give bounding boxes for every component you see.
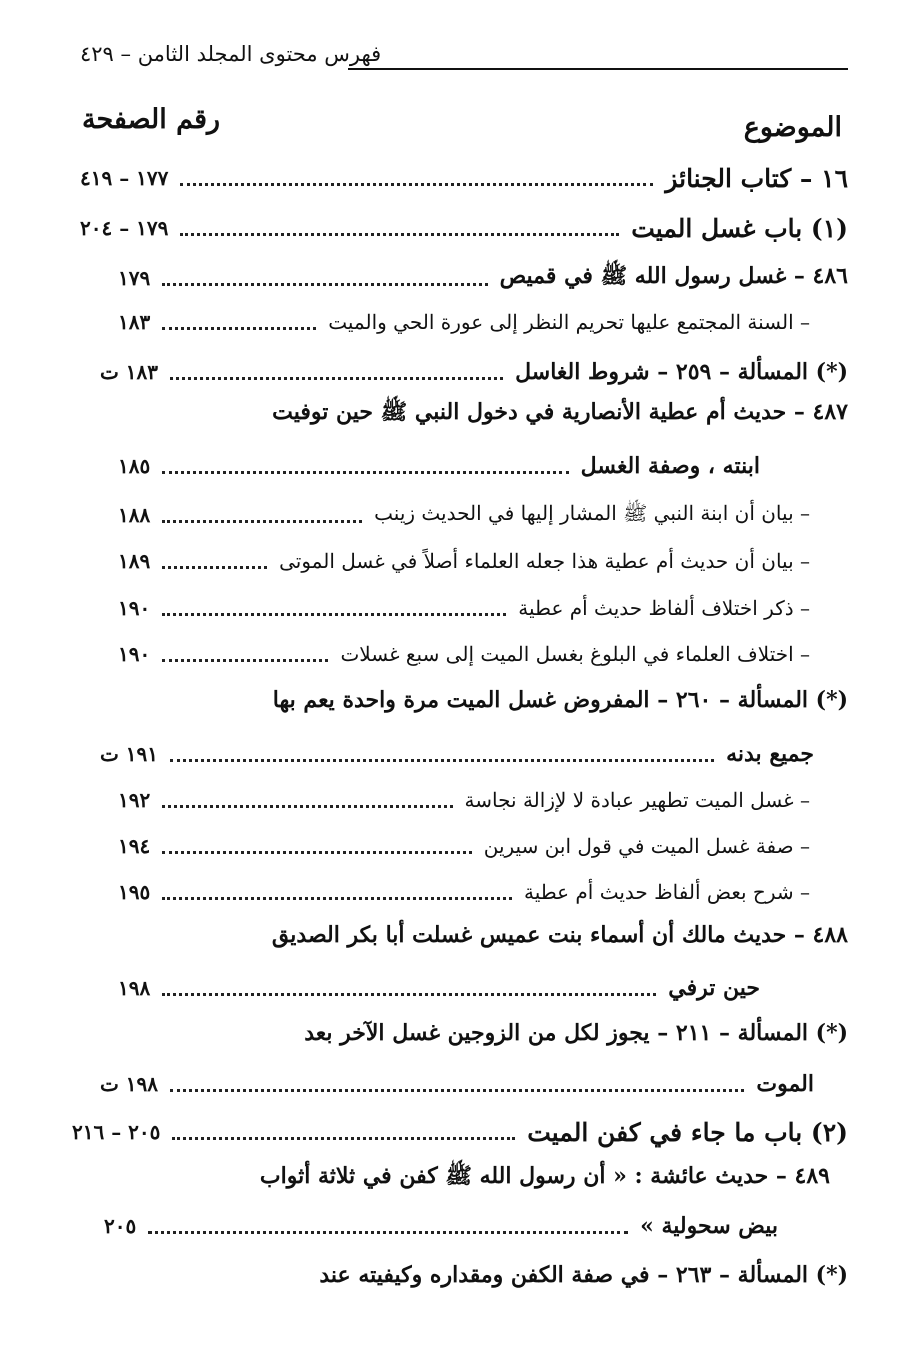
toc-entry [118,826,810,866]
toc-entry [100,352,848,392]
entry-title: – شرح بعض ألفاظ حديث أم عطية [523,880,810,904]
dot-leader [162,993,656,996]
column-heading-page-number: رقم الصفحة [82,104,221,135]
dot-leader [180,183,653,186]
dot-leader [162,613,506,616]
entry-page: ١٩٥ [118,880,151,904]
column-heading-subject: الموضوع [743,112,842,143]
entry-page: ١٧٧ – ٤١٩ [80,166,169,190]
toc-entry [100,734,814,774]
toc-entry [118,446,760,486]
dot-leader [148,1231,628,1234]
entry-page: ١٩٢ [118,788,151,812]
toc-entry [100,1064,814,1104]
entry-title: – غسل الميت تطهير عبادة لا لإزالة نجاسة [464,788,810,812]
dot-leader [162,283,487,286]
entry-title: – اختلاف العلماء في البلوغ بغسل الميت إلى سبع غسلات [340,642,810,666]
entry-page: ٢٠٥ – ٢١٦ [72,1120,161,1144]
entry-page: ١٨٣ [118,310,151,334]
entry-page: ١٩٨ ت [100,1072,159,1096]
dot-leader [162,897,512,900]
toc-entry [80,208,848,248]
toc-entry [118,495,810,535]
toc-entry [118,541,810,581]
dot-leader [170,377,503,380]
entry-page: ١٨٣ ت [100,360,159,384]
dot-leader [180,233,619,236]
entry-page: ١٩٠ [118,596,151,620]
dot-leader [162,520,362,523]
entry-title: ١٦ – كتاب الجنائز [665,163,848,193]
toc-entry-line1: (*) المسألة – ٢١١ – يجوز لكل من الزوجين غسل الآخر بعد [304,1020,848,1046]
entry-title: الموت [756,1071,814,1097]
toc-entry [118,634,810,674]
toc-entry [104,1206,778,1246]
entry-title: – بيان أن حديث أم عطية هذا جعله العلماء أصلاً في غسل الموتى [279,549,810,573]
entry-title: ابنته ، وصفة الغسل [580,453,760,479]
toc-entry-line1: ٤٨٨ – حديث مالك أن أسماء بنت عميس غسلت أبا بكر الصديق [271,922,848,948]
dot-leader [170,759,714,762]
entry-title: (١) باب غسل الميت [631,213,848,243]
header-rule [348,68,848,70]
running-header: فهرس محتوى المجلد الثامن – ٤٢٩ [80,42,382,66]
dot-leader [172,1137,515,1140]
entry-page: ١٧٩ [118,266,151,290]
toc-entry [118,302,810,342]
entry-page: ١٩٤ [118,834,151,858]
entry-page: ١٨٩ [118,549,151,573]
dot-leader [162,851,471,854]
entry-title: بيض سحولية » [640,1213,778,1239]
dot-leader [162,659,328,662]
dot-leader [162,805,452,808]
entry-title: ٤٨٦ – غسل رسول الله ﷺ في قميص [499,263,848,289]
toc-entry [72,1112,848,1152]
toc-entry-line1: ٤٨٧ – حديث أم عطية الأنصارية في دخول النبي ﷺ حين توفيت [272,399,848,425]
toc-entry [80,158,848,198]
dot-leader [162,566,267,569]
dot-leader [170,1089,744,1092]
toc-entry-line1: (*) المسألة – ٢٦٠ – المفروض غسل الميت مرة واحدة يعم بها [272,687,848,713]
toc-entry [118,588,810,628]
toc-entry-line1: (*) المسألة – ٢٦٣ – في صفة الكفن ومقداره وكيفيته عند [319,1262,848,1288]
entry-title: جميع بدنه [726,741,814,767]
entry-page: ١٩٠ [118,642,151,666]
entry-title: – ذكر اختلاف ألفاظ حديث أم عطية [518,596,810,620]
entry-title: – السنة المجتمع عليها تحريم النظر إلى عورة الحي والميت [328,310,810,334]
toc-entry [118,968,760,1008]
entry-title: (*) المسألة – ٢٥٩ – شروط الغاسل [515,359,848,385]
entry-page: ١٨٨ [118,503,151,527]
entry-page: ١٩١ ت [100,742,159,766]
toc-entry-line1: ٤٨٩ – حديث عائشة : « أن رسول الله ﷺ كفن في ثلاثة أثواب [259,1163,830,1189]
toc-entry [118,872,810,912]
entry-page: ١٩٨ [118,976,151,1000]
entry-title: (٢) باب ما جاء في كفن الميت [527,1117,848,1147]
entry-title: – صفة غسل الميت في قول ابن سيرين [483,834,810,858]
toc-entry [118,258,848,298]
entry-title: حين ترفي [668,975,760,1001]
entry-page: ٢٠٥ [104,1214,137,1238]
toc-entry [118,780,810,820]
dot-leader [162,471,568,474]
dot-leader [162,327,316,330]
entry-page: ١٧٩ – ٢٠٤ [80,216,169,240]
entry-title: – بيان أن ابنة النبي ﷺ المشار إليها في الحديث زينب [374,500,810,525]
entry-page: ١٨٥ [118,454,151,478]
